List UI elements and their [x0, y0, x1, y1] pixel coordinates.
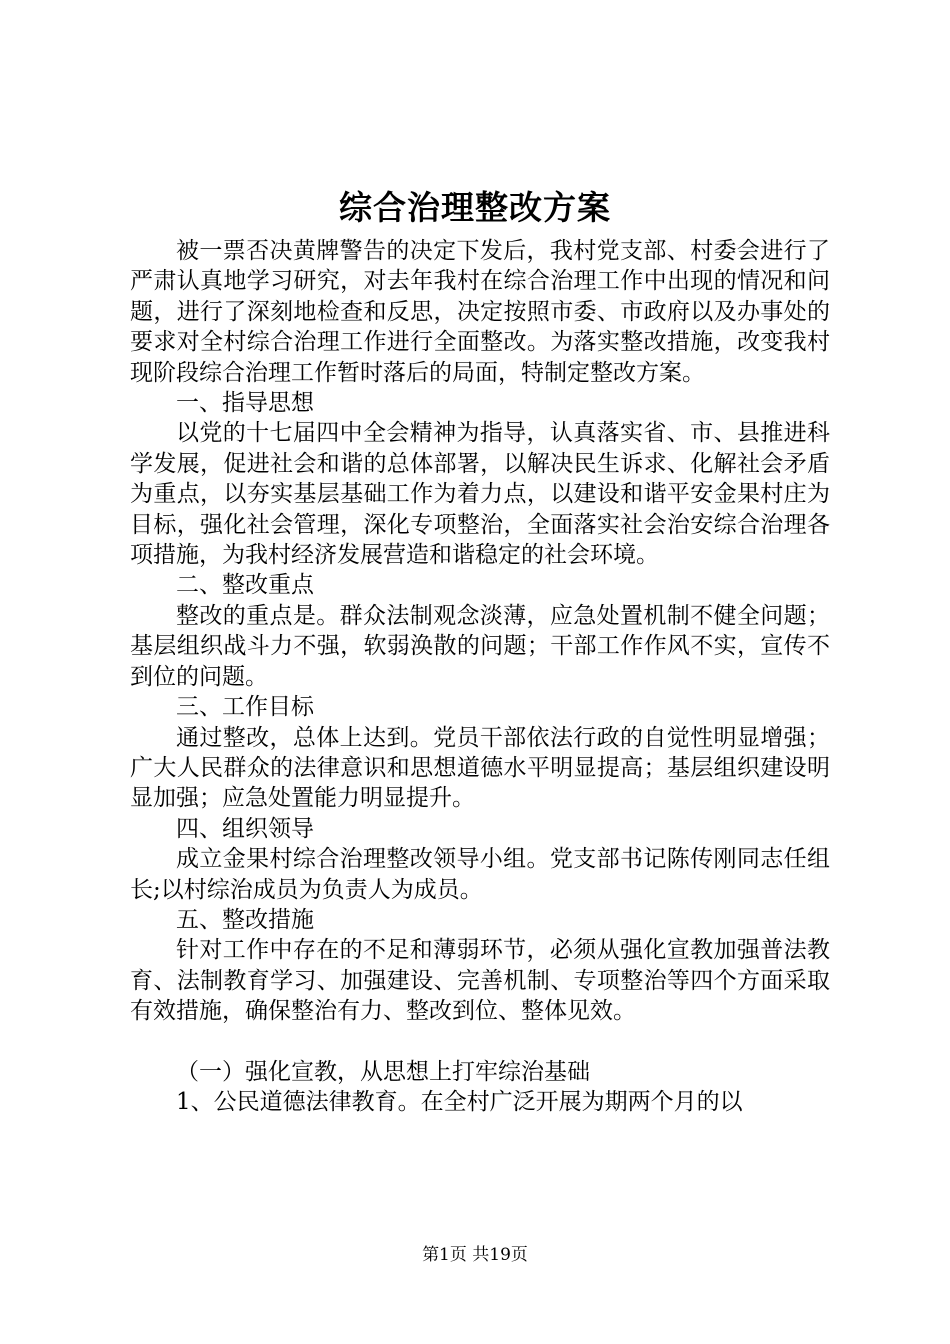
paragraph-leadership: 成立金果村综合治理整改领导小组。党支部书记陈传刚同志任组长;以村综治成员为负责人为成员。: [130, 846, 830, 903]
page-footer: 第1页 共19页: [422, 1245, 528, 1265]
section-heading-guiding-ideology: 一、指导思想: [176, 390, 314, 417]
section-heading-key-points: 二、整改重点: [176, 572, 314, 599]
document-title: 综合治理整改方案: [339, 188, 611, 227]
paragraph-work-goals: 通过整改，总体上达到。党员干部依法行政的自觉性明显增强；广大人民群众的法律意识和思想道德水平明显提高；基层组织建设明显加强；应急处置能力明显提升。: [130, 724, 830, 812]
subsection-heading-publicity: （一）强化宣教，从思想上打牢综治基础: [176, 1058, 590, 1085]
paragraph-guiding-ideology: 以党的十七届四中全会精神为指导，认真落实省、市、县推进科学发展，促进社会和谐的总体部署，以解决民生诉求、化解社会矛盾为重点，以夯实基层基础工作为着力点，以建设和谐平安金果村庄为目标，强化社会管理，深化专项整治，全面落实社会治安综合治理各项措施，为我村经济发展营造和谐稳定的社会环境。: [130, 420, 830, 569]
paragraph-measures: 针对工作中存在的不足和薄弱环节，必须从强化宣教加强普法教育、法制教育学习、加强建设、完善机制、专项整治等四个方面采取有效措施，确保整治有力、整改到位、整体见效。: [130, 937, 830, 1025]
section-heading-work-goals: 三、工作目标: [176, 694, 314, 721]
paragraph-moral-law-education: 1、公民道德法律教育。在全村广泛开展为期两个月的以: [176, 1088, 743, 1115]
section-heading-measures: 五、整改措施: [176, 906, 314, 933]
paragraph-intro: 被一票否决黄牌警告的决定下发后，我村党支部、村委会进行了严肃认真地学习研究，对去年我村在综合治理工作中出现的情况和问题，进行了深刻地检查和反思，决定按照市委、市政府以及办事处的要求对全村综合治理工作进行全面整改。为落实整改措施，改变我村现阶段综合治理工作暂时落后的局面，特制定整改方案。: [130, 238, 830, 386]
section-heading-leadership: 四、组织领导: [176, 815, 314, 842]
document-body: [130, 236, 830, 1117]
paragraph-key-points: 整改的重点是。群众法制观念淡薄，应急处置机制不健全问题；基层组织战斗力不强，软弱涣散的问题；干部工作作风不实，宣传不到位的问题。: [130, 602, 830, 690]
